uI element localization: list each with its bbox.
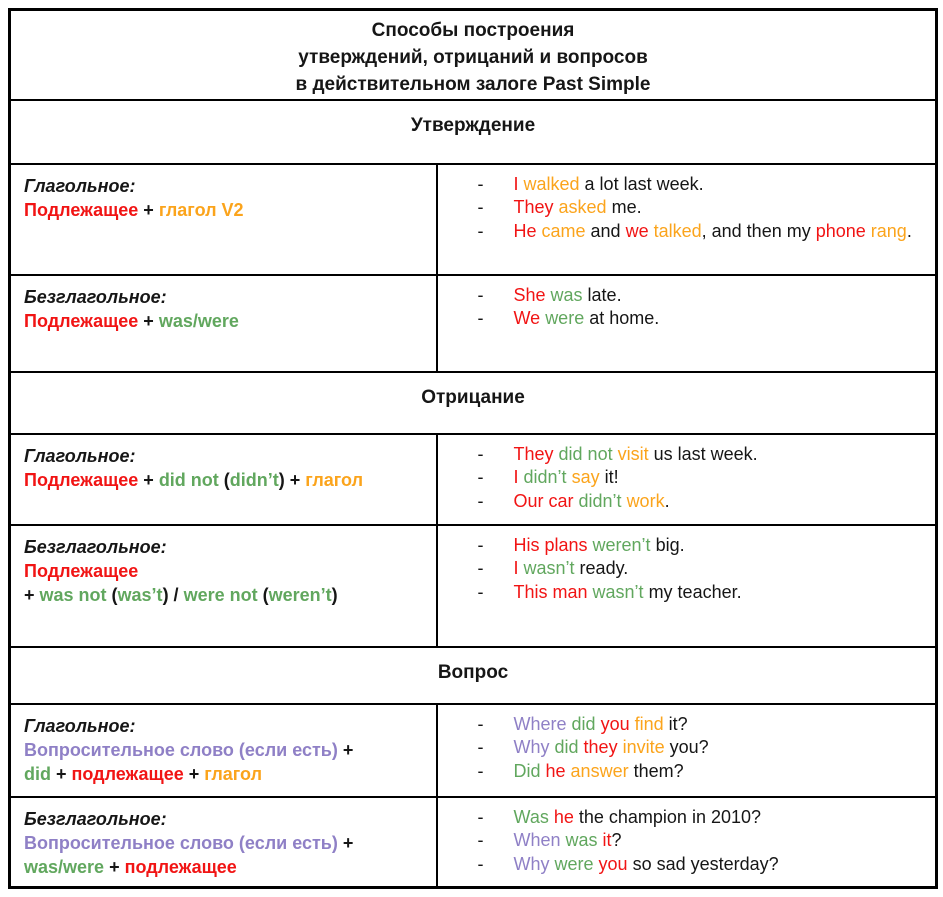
formula-line xyxy=(24,855,428,879)
formula-line xyxy=(24,738,428,762)
dash-bullet: - xyxy=(477,490,484,511)
example-text xyxy=(514,736,936,760)
text-segment: it? xyxy=(663,713,688,734)
examples-cell-question-verbal xyxy=(437,704,937,797)
text-segment: Подлежащее xyxy=(24,310,139,331)
text-segment: + xyxy=(337,739,354,760)
row-title xyxy=(10,10,937,100)
text-segment: глагол xyxy=(305,469,364,490)
text-segment: ( xyxy=(106,584,118,605)
text-segment: + xyxy=(183,763,205,784)
example-item xyxy=(438,713,936,737)
example-item xyxy=(438,220,936,244)
example-item xyxy=(438,173,936,197)
example-item xyxy=(438,284,936,308)
text-segment: ready. xyxy=(574,558,629,578)
row-label: Безглагольное: xyxy=(24,286,167,307)
example-item xyxy=(438,466,936,490)
grammar-table xyxy=(8,8,938,889)
text-segment: you xyxy=(600,713,635,734)
text-segment: Вопросительное слово (если есть) xyxy=(24,739,338,760)
example-text xyxy=(514,853,936,877)
text-segment: late. xyxy=(582,284,622,305)
formula-line xyxy=(24,559,428,583)
text-segment: + xyxy=(138,310,159,331)
example-text xyxy=(514,307,936,331)
example-item xyxy=(438,829,936,853)
text-segment: did not xyxy=(558,443,618,464)
dash-bullet: - xyxy=(477,220,484,241)
text-segment: ( xyxy=(257,584,269,605)
dash-bullet: - xyxy=(477,534,484,555)
row-section-header-negation xyxy=(10,372,937,434)
examples-cell-affirmation-verbal xyxy=(437,164,937,275)
example-text xyxy=(514,490,936,514)
text-segment: invite xyxy=(622,737,665,757)
text-segment: ( xyxy=(218,469,230,490)
text-segment: . xyxy=(664,490,670,511)
example-text xyxy=(514,534,936,558)
text-segment: asked xyxy=(558,197,607,217)
text-segment: me. xyxy=(606,197,642,217)
example-item xyxy=(438,557,936,581)
formula-line xyxy=(24,468,428,492)
row-label: Глагольное: xyxy=(24,175,136,196)
text-segment: + xyxy=(138,199,159,220)
text-segment: it xyxy=(602,830,612,850)
text-segment: big. xyxy=(650,534,685,555)
dash-bullet: - xyxy=(477,443,484,464)
example-text xyxy=(514,220,936,244)
text-segment: I xyxy=(513,173,524,194)
text-segment: Why xyxy=(513,853,555,874)
example-item xyxy=(438,307,936,331)
text-segment: walked xyxy=(523,173,580,194)
text-segment: did xyxy=(554,737,584,757)
example-item xyxy=(438,490,936,514)
text-segment: Подлежащее xyxy=(24,199,139,220)
text-segment: подлежащее xyxy=(71,763,184,784)
example-text xyxy=(514,829,936,853)
text-segment: was/were xyxy=(158,310,239,331)
text-segment: rang xyxy=(870,220,907,241)
text-segment: answer xyxy=(570,760,629,781)
example-text xyxy=(514,557,936,581)
text-segment: ? xyxy=(611,830,622,850)
text-segment: work xyxy=(626,490,665,511)
text-segment: weren’t xyxy=(592,534,651,555)
formula-line xyxy=(24,831,428,855)
text-segment: wasn’t xyxy=(592,581,644,602)
text-segment: Did xyxy=(513,760,546,781)
text-segment: He xyxy=(513,220,542,241)
text-segment: This man xyxy=(513,581,593,602)
example-item xyxy=(438,581,936,605)
row-label: Безглагольное: xyxy=(24,808,167,829)
text-segment: Where xyxy=(513,713,572,734)
example-item xyxy=(438,806,936,830)
text-segment: a lot last week. xyxy=(579,173,704,194)
text-segment: Подлежащее xyxy=(24,560,139,581)
text-segment: Подлежащее xyxy=(24,469,139,490)
dash-bullet: - xyxy=(477,197,484,217)
formula-cell-negation-nonverbal xyxy=(10,525,437,647)
dash-bullet: - xyxy=(477,581,484,602)
text-segment: Was xyxy=(513,806,554,827)
text-segment: was xyxy=(565,830,603,850)
example-text xyxy=(514,581,936,605)
dash-bullet: - xyxy=(477,830,484,850)
example-text xyxy=(514,173,936,197)
row-label: Безглагольное: xyxy=(24,536,167,557)
text-segment: and xyxy=(585,220,626,241)
examples-cell-affirmation-nonverbal xyxy=(437,275,937,372)
dash-bullet: - xyxy=(477,737,484,757)
example-item xyxy=(438,760,936,784)
row-section-header-affirmation xyxy=(10,100,937,164)
formula-cell-question-nonverbal xyxy=(10,797,437,888)
text-segment: + xyxy=(24,584,40,605)
text-segment: was xyxy=(550,284,583,305)
text-segment: he xyxy=(545,760,571,781)
row-label: Глагольное: xyxy=(24,715,136,736)
text-segment: глагол xyxy=(204,763,263,784)
example-text xyxy=(514,713,936,737)
row-affirmation-nonverbal xyxy=(10,275,937,372)
text-segment: them? xyxy=(628,760,684,781)
example-text xyxy=(514,443,936,467)
text-segment: They xyxy=(513,443,559,464)
text-segment: + xyxy=(104,856,125,877)
text-segment: Why xyxy=(513,737,555,757)
text-segment: Вопросительное слово (если есть) xyxy=(24,832,338,853)
row-question-verbal xyxy=(10,704,937,797)
text-segment: us last week. xyxy=(648,443,758,464)
text-segment: ) xyxy=(331,584,338,605)
dash-bullet: - xyxy=(477,467,484,487)
text-segment: They xyxy=(513,197,559,217)
text-segment: Our car xyxy=(513,490,579,511)
dash-bullet: - xyxy=(477,806,484,827)
text-segment: so sad yesterday? xyxy=(627,853,779,874)
text-segment: the champion in 2010? xyxy=(573,806,762,827)
dash-bullet: - xyxy=(477,760,484,781)
example-text xyxy=(514,196,936,220)
formula-cell-negation-verbal xyxy=(10,434,437,525)
table-title-line: Способы построения xyxy=(371,20,575,41)
text-segment: it! xyxy=(599,467,619,487)
section-header-question: Вопрос xyxy=(10,647,937,704)
dash-bullet: - xyxy=(477,284,484,305)
formula-line xyxy=(24,762,428,786)
text-segment: did xyxy=(24,763,51,784)
dash-bullet: - xyxy=(477,308,484,328)
text-segment: talked xyxy=(653,220,702,241)
example-text xyxy=(514,806,936,830)
text-segment: you xyxy=(598,853,628,874)
text-segment: visit xyxy=(617,443,649,464)
text-segment: we xyxy=(625,220,654,241)
formula-line xyxy=(24,309,428,333)
text-segment: was/were xyxy=(24,856,105,877)
text-segment: they xyxy=(583,737,623,757)
example-item xyxy=(438,736,936,760)
example-item xyxy=(438,443,936,467)
formula-cell-affirmation-verbal xyxy=(10,164,437,275)
grammar-table-body xyxy=(10,10,937,888)
formula-line xyxy=(24,583,428,607)
text-segment: weren’t xyxy=(268,584,332,605)
table-title-line: в действительном залоге Past Simple xyxy=(295,74,651,95)
text-segment: We xyxy=(513,308,546,328)
text-segment: ) + xyxy=(278,469,306,490)
text-segment: глагол V2 xyxy=(158,199,244,220)
text-segment: , and then my xyxy=(701,220,816,241)
example-text xyxy=(514,284,936,308)
dash-bullet: - xyxy=(477,173,484,194)
text-segment: . xyxy=(906,220,912,241)
text-segment: didn’t xyxy=(229,469,279,490)
formula-line xyxy=(24,198,428,222)
formula-cell-affirmation-nonverbal xyxy=(10,275,437,372)
examples-cell-question-nonverbal xyxy=(437,797,937,888)
text-segment: + xyxy=(337,832,354,853)
dash-bullet: - xyxy=(477,558,484,578)
text-segment: ) / xyxy=(162,584,184,605)
table-title-cell xyxy=(10,10,937,100)
text-segment: + xyxy=(51,763,72,784)
example-text xyxy=(514,466,936,490)
section-header-negation: Отрицание xyxy=(10,372,937,434)
text-segment: + xyxy=(138,469,159,490)
text-segment: didn’t xyxy=(578,490,627,511)
row-affirmation-verbal xyxy=(10,164,937,275)
text-segment: подлежащее xyxy=(124,856,237,877)
text-segment: my teacher. xyxy=(643,581,742,602)
text-segment: When xyxy=(513,830,566,850)
text-segment: find xyxy=(634,713,664,734)
row-question-nonverbal xyxy=(10,797,937,888)
text-segment: you? xyxy=(664,737,709,757)
text-segment: were xyxy=(554,853,599,874)
text-segment: did xyxy=(571,713,601,734)
text-segment: She xyxy=(513,284,551,305)
dash-bullet: - xyxy=(477,713,484,734)
text-segment: was not xyxy=(39,584,107,605)
text-segment: I xyxy=(513,558,524,578)
text-segment: phone xyxy=(815,220,871,241)
text-segment: were not xyxy=(183,584,258,605)
section-header-affirmation: Утверждение xyxy=(10,100,937,164)
example-item xyxy=(438,196,936,220)
row-label: Глагольное: xyxy=(24,445,136,466)
examples-cell-negation-verbal xyxy=(437,434,937,525)
text-segment: he xyxy=(553,806,574,827)
text-segment: was’t xyxy=(117,584,163,605)
example-item xyxy=(438,853,936,877)
row-section-header-question xyxy=(10,647,937,704)
row-negation-nonverbal xyxy=(10,525,937,647)
text-segment: were xyxy=(545,308,585,328)
dash-bullet: - xyxy=(477,853,484,874)
text-segment: wasn’t xyxy=(523,558,575,578)
text-segment: His plans xyxy=(513,534,593,555)
text-segment: came xyxy=(541,220,586,241)
example-item xyxy=(438,534,936,558)
row-negation-verbal xyxy=(10,434,937,525)
table-title-line: утверждений, отрицаний и вопросов xyxy=(298,47,648,68)
text-segment: did not xyxy=(158,469,219,490)
text-segment: at home. xyxy=(584,308,660,328)
example-text xyxy=(514,760,936,784)
text-segment: I xyxy=(513,467,524,487)
text-segment: say xyxy=(571,467,600,487)
text-segment: didn’t xyxy=(523,467,572,487)
formula-cell-question-verbal xyxy=(10,704,437,797)
examples-cell-negation-nonverbal xyxy=(437,525,937,647)
